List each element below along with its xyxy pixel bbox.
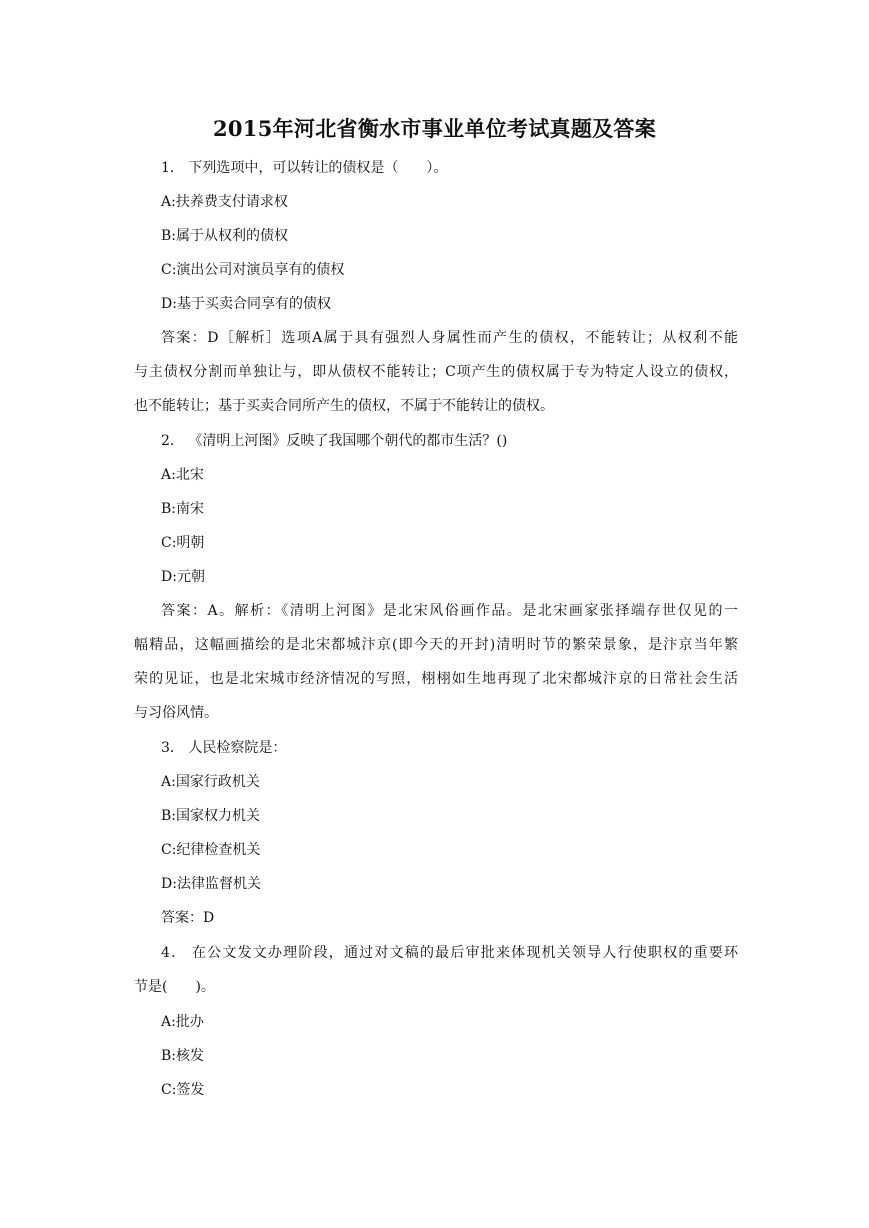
question-4-stem-line-1: 4． 在公文发文办理阶段，通过对文稿的最后审批来体现机关领导人行使职权的重要环: [161, 945, 738, 961]
question-2-answer-line-4: 与习俗风情。: [134, 705, 218, 721]
question-1-answer-line-3: 也不能转让；基于买卖合同所产生的债权，不属于不能转让的债权。: [134, 398, 554, 414]
question-3-option-a: A:国家行政机关: [161, 774, 260, 790]
question-2-option-b: B:南宋: [161, 501, 205, 517]
question-1-answer-line-2: 与主债权分割而单独让与，即从债权不能转让；C项产生的债权属于专为特定人设立的债权，: [134, 364, 738, 380]
question-4-option-b: B:核发: [161, 1048, 205, 1064]
question-1-option-d: D:基于买卖合同享有的债权: [161, 296, 331, 312]
question-4-stem-line-2: 节是( )。: [134, 979, 215, 995]
question-1-option-a: A:扶养费支付请求权: [161, 194, 288, 210]
document-title: 2015年河北省衡水市事业单位考试真题及答案: [212, 116, 657, 141]
question-2-answer-line-1: 答案：A。解析：《清明上河图》是北宋风俗画作品。是北宋画家张择端存世仅见的一: [161, 603, 738, 619]
question-1-answer-line-1: 答案：D［解析］选项A属于具有强烈人身属性而产生的债权，不能转让；从权利不能: [161, 330, 738, 346]
question-2-stem: 2． 《清明上河图》反映了我国哪个朝代的都市生活？(): [161, 433, 508, 449]
question-1-stem: 1． 下列选项中，可以转让的债权是（ ）。: [161, 160, 448, 176]
question-4-option-a: A:批办: [161, 1014, 204, 1030]
question-1-option-c: C:演出公司对演员享有的债权: [161, 262, 345, 278]
question-3-stem: 3． 人民检察院是：: [161, 740, 287, 756]
question-4-option-c: C:签发: [161, 1082, 205, 1098]
question-2-option-d: D:元朝: [161, 569, 205, 585]
question-3-answer: 答案：D: [161, 910, 215, 926]
question-2-answer-line-2: 幅精品，这幅画描绘的是北宋都城汴京(即今天的开封)清明时节的繁荣景象，是汴京当年繁: [134, 637, 738, 653]
question-2-option-c: C:明朝: [161, 535, 205, 551]
question-3-option-d: D:法律监督机关: [161, 876, 261, 892]
question-1-option-b: B:属于从权利的债权: [161, 228, 289, 244]
question-3-option-c: C:纪律检查机关: [161, 842, 261, 858]
question-2-answer-line-3: 荣的见证，也是北宋城市经济情况的写照，栩栩如生地再现了北宋都城汴京的日常社会生活: [134, 671, 738, 687]
question-3-option-b: B:国家权力机关: [161, 808, 261, 824]
question-2-option-a: A:北宋: [161, 467, 204, 483]
